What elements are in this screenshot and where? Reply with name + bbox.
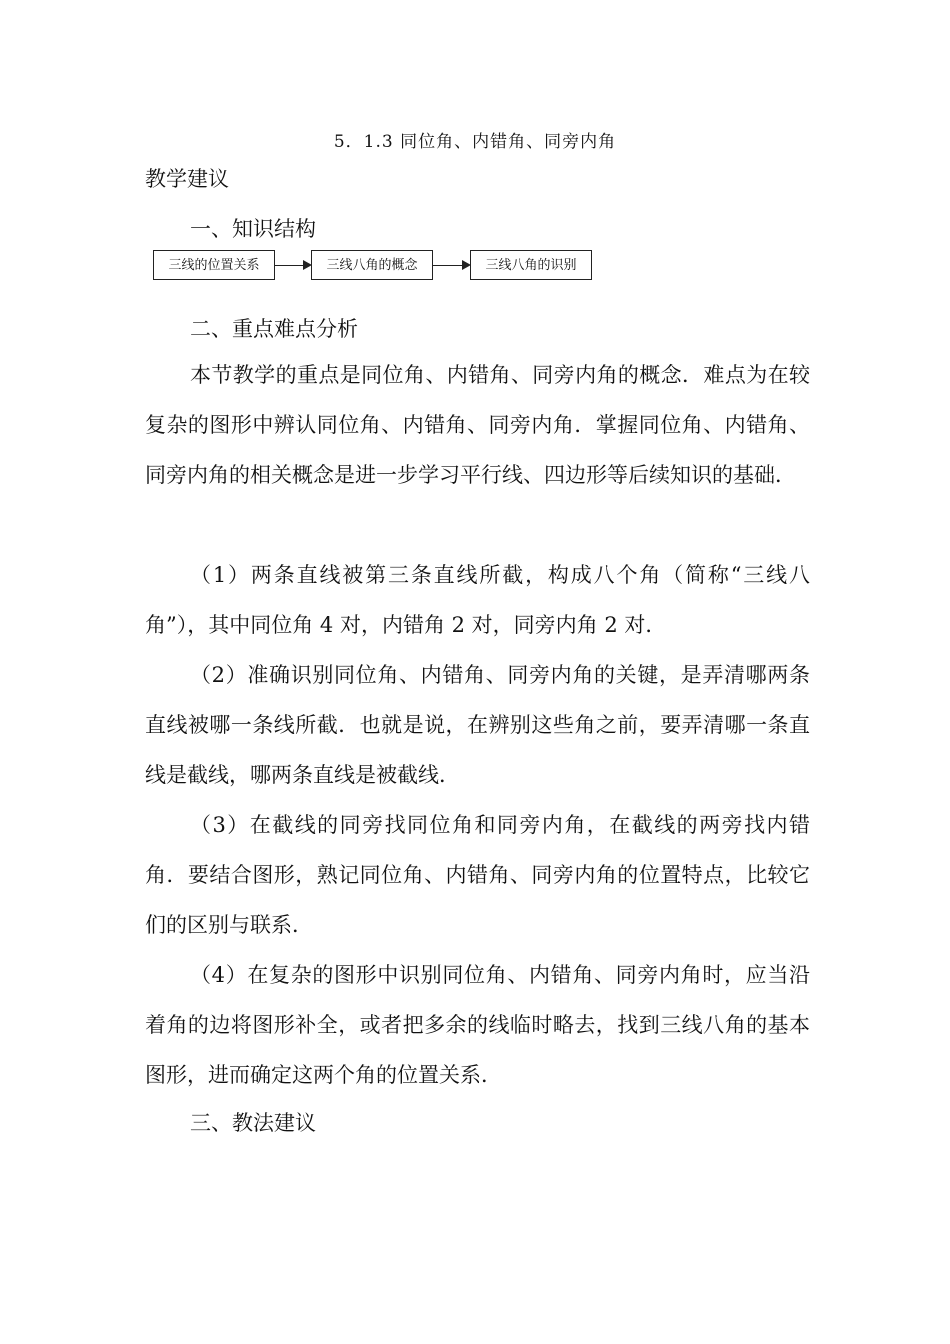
paragraph-point-2: （2）准确识别同位角、内错角、同旁内角的关键，是弄清哪两条直线被哪一条线所截．也就是说，在辨别这些角之前，要弄清哪一条直线是截线，哪两条直线是被截线．: [145, 663, 810, 787]
paragraph-point-1: （1）两条直线被第三条直线所截，构成八个角（简称“三线八角”），其中同位角 4 对，内错角 2 对，同旁内角 2 对．: [145, 563, 810, 637]
paragraph-point-4: （4）在复杂的图形中识别同位角、内错角、同旁内角时，应当沿着角的边将图形补全，或者把多余的线临时略去，找到三线八角的基本图形，进而确定这两个角的位置关系．: [145, 963, 810, 1087]
flow-box-concept: 三线八角的概念: [311, 250, 433, 280]
flow-box-position-relation: 三线的位置关系: [153, 250, 275, 280]
heading-teaching-suggestions: 三、教法建议: [190, 1111, 316, 1135]
paragraph-point-3: （3）在截线的同旁找同位角和同旁内角，在截线的两旁找内错角．要结合图形，熟记同位角、内错角、同旁内角的位置特点，比较它们的区别与联系．: [145, 813, 810, 937]
flow-arrow-line: [433, 265, 462, 266]
document-title: 5．1.3 同位角、内错角、同旁内角: [333, 132, 617, 152]
knowledge-flowchart: [153, 250, 595, 282]
heading-key-difficult-points: 二、重点难点分析: [190, 317, 358, 341]
flow-arrow-line: [275, 265, 303, 266]
flow-box-identification: 三线八角的识别: [470, 250, 592, 280]
heading-knowledge-structure: 一、知识结构: [190, 217, 316, 241]
paragraph-intro: 本节教学的重点是同位角、内错角、同旁内角的概念．难点为在较复杂的图形中辨认同位角、内错角、同旁内角．掌握同位角、内错角、同旁内角的相关概念是进一步学习平行线、四边形等后续知识的基础．: [145, 363, 810, 487]
section-title: 教学建议: [145, 167, 229, 191]
